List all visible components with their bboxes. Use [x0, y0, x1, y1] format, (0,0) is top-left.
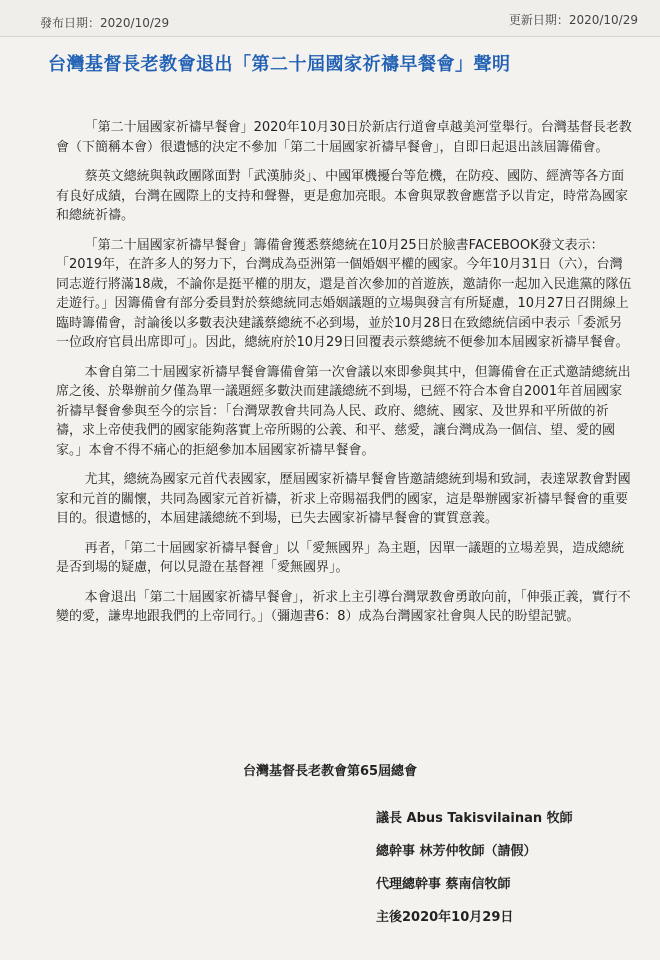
date-bar: [0, 0, 660, 37]
paragraph: 再者，「第二十屆國家祈禱早餐會」以「愛無國界」為主題，因單一議題的立場差異，造成總統是否到場的疑慮，何以見證在基督裡「愛無國界」。: [56, 540, 625, 575]
paragraph: 蔡英文總統與執政團隊面對「武漢肺炎」、中國軍機擾台等危機，在防疫、國防、經濟等各方面有良好成績，台灣在國際上的支持和聲譽，更是愈加亮眼。本會與眾教會應當予以肯定，時常為國家和總統祈禱。: [56, 169, 629, 223]
organization-name: 台灣基督長老教會第65屆總會: [242, 764, 418, 779]
statement-title: 台灣基督長老教會退出「第二十屆國家祈禱早餐會」聲明: [48, 54, 511, 75]
paragraph: 本會退出「第二十屆國家祈禱早餐會」，祈求上主引導台灣眾教會勇敢向前，「伸張正義，實行不變的愛，謙卑地跟我們的上帝同行。」（彌迦書6：8）成為台灣國家社會與人民的盼望記號。: [56, 589, 631, 624]
signature-general-secretary: 總幹事 林芳仲牧師（請假）: [376, 844, 537, 859]
updated-date: 更新日期：2020/10/29: [508, 13, 638, 27]
signature-date: 主後2020年10月29日: [376, 910, 514, 925]
paragraph: 尤其，總統為國家元首代表國家，歷屆國家祈禱早餐會皆邀請總統到場和致詞，表達眾教會對國家和元首的關懷，共同為國家元首祈禱，祈求上帝賜福我們的國家，這是舉辦國家祈禱早餐會的重要目的。很遺憾的，本屆建議總統不到場，已失去國家祈禱早餐會的實質意義。: [56, 472, 631, 526]
paragraph: 本會自第二十屆國家祈禱早餐會籌備會第一次會議以來即參與其中，但籌備會在正式邀請總統出席之後、於舉辦前夕僅為單一議題經多數決而建議總統不到場，已經不符合本會自2001年首屆國家祈禱早餐會參與至今的宗旨：「台灣眾教會共同為人民、政府、總統、國家、及世界和平所做的祈禱，求上帝使我們的國家能夠落實上帝所賜的公義、和平、慈愛，讓台灣成為一個信、望、愛的國家。」本會不得不痛心的拒絕參加本屆國家祈禱早餐會。: [56, 364, 631, 458]
paragraph: 「第二十屆國家祈禱早餐會」籌備會獲悉蔡總統在10月25日於臉書FACEBOOK發文表示：「2019年，在許多人的努力下，台灣成為亞洲第一個婚姻平權的國家。今年10月31日（六），台灣同志遊行將滿18歲，不論你是挺平權的朋友，還是首次參加的首遊族，邀請你一起加入民進黨的隊伍走遊行。」因籌備會有部分委員對於蔡總統同志婚姻議題的立場與發言有所疑慮，10月27日召開線上臨時籌備會，討論後以多數表決建議蔡總統不必到場，並於10月28日在致總統信函中表示「委派另一位政府官員出席即可」。因此，總統府於10月29日回覆表示蔡總統不便參加本屆國家祈禱早餐會。: [56, 237, 632, 350]
publish-date: 發布日期：2020/10/29: [40, 16, 170, 30]
signature-acting-secretary: 代理總幹事 蔡南信牧師: [376, 877, 511, 892]
signature-moderator: 議長 Abus Takisvilainan 牧師: [376, 811, 573, 826]
statement-body: [56, 118, 634, 637]
paragraph: 「第二十屆國家祈禱早餐會」2020年10月30日於新店行道會卓越美河堂舉行。台灣基督長老教會（下簡稱本會）很遺憾的決定不參加「第二十屆國家祈禱早餐會」，自即日起退出該屆籌備會。: [56, 120, 632, 155]
